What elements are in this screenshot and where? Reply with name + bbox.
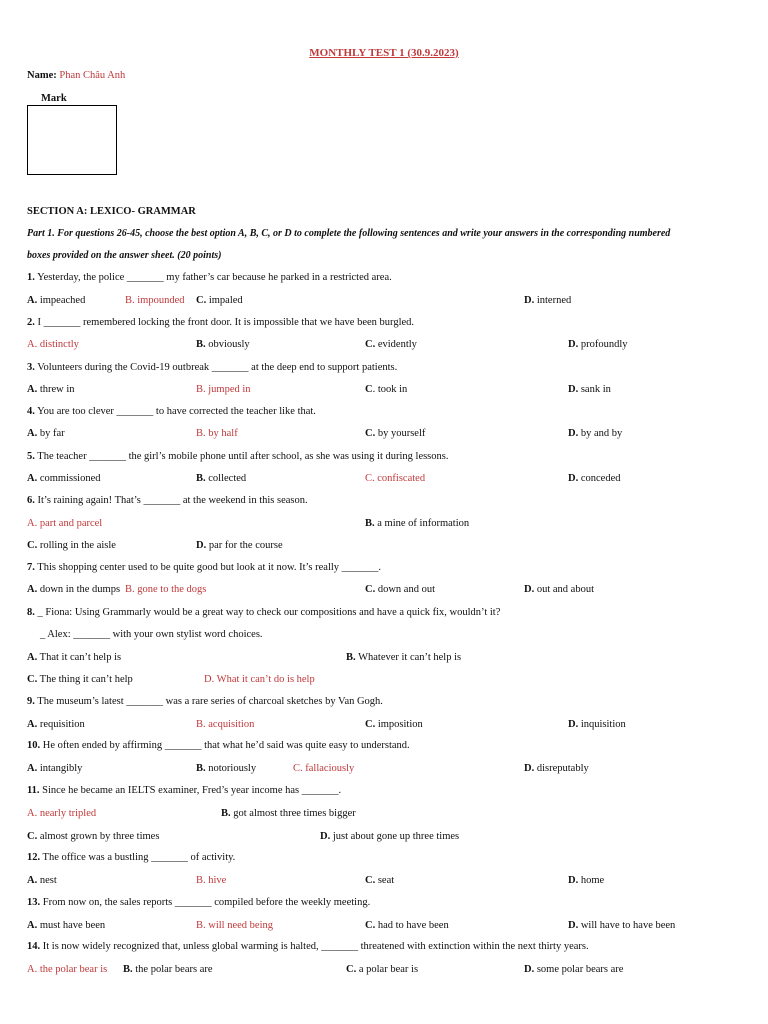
option-letter: A. [27,719,38,730]
question-11-option-c [27,831,159,842]
option-text: confiscated [374,473,426,484]
question-number: 8. [27,607,35,618]
question-12-stem [27,852,235,863]
question-2-option-c [365,339,417,350]
option-text: down in the dumps [37,584,121,595]
option-text: just about gone up three times [330,831,460,842]
option-letter: C [365,384,373,395]
question-number: 3. [27,362,35,373]
question-2-option-b [196,339,250,350]
option-text: the polar bear is [37,964,108,975]
question-text: He often ended by affirming _______ that what he’d said was quite easy to understand. [40,740,410,751]
option-text: some polar bears are [534,964,624,975]
option-text: the polar bears are [132,964,213,975]
option-text: by half [205,428,238,439]
option-letter: D. [568,339,579,350]
question-5-option-d [568,473,621,484]
option-letter: B. [125,295,135,306]
question-5-option-c [365,473,425,484]
option-text: out and about [534,584,594,595]
option-letter: B. [196,384,206,395]
option-letter: D. [524,295,535,306]
option-text: disreputably [534,763,589,774]
option-letter: A. [27,295,38,306]
mark-label: Mark [41,93,67,104]
question-11-option-d [320,831,459,842]
option-letter: B. [221,808,231,819]
question-11-option-a [27,808,96,819]
test-title: MONTHLY TEST 1 (30.9.2023) [309,47,459,59]
option-letter: A. [27,473,38,484]
option-letter: C. [365,339,376,350]
option-letter: D. [524,584,535,595]
question-6-stem [27,495,308,506]
question-8-option-d [204,674,315,685]
option-letter: D. [204,674,215,685]
question-1-option-d [524,295,571,306]
question-12-option-c [365,875,394,886]
question-5-option-b [196,473,246,484]
question-3-option-c [365,384,407,395]
option-letter: D. [196,540,207,551]
option-letter: B. [196,920,206,931]
option-letter: A. [27,875,38,886]
part-instruction-line-2: boxes provided on the answer sheet. (20 points) [27,250,222,261]
question-text: The teacher _______ the girl’s mobile phone until after school, as she was using it during lessons. [34,451,449,462]
option-text: a mine of information [374,518,470,529]
question-10-stem [27,740,410,751]
question-14-stem [27,941,589,952]
question-12-option-d [568,875,604,886]
option-text: impounded [134,295,185,306]
option-letter: C. [365,920,376,931]
option-text: nearly tripled [37,808,97,819]
option-text: intangibly [37,763,83,774]
option-letter: B. [365,518,375,529]
question-number: 5. [27,451,35,462]
option-text: almost grown by three times [37,831,160,842]
option-letter: D. [568,719,579,730]
option-text: will have to have been [578,920,676,931]
option-letter: D. [568,384,579,395]
option-letter: B. [196,473,206,484]
option-text: collected [205,473,247,484]
option-letter: C. [365,875,376,886]
question-2-option-a [27,339,79,350]
option-text: had to have been [375,920,449,931]
option-letter: D. [568,428,579,439]
question-1-option-c [196,295,243,306]
option-letter: D. [524,964,535,975]
option-letter: B. [196,428,206,439]
question-4-option-d [568,428,622,439]
option-letter: B. [196,339,206,350]
question-13-option-d [568,920,675,931]
option-text: sank in [578,384,611,395]
question-number: 1. [27,272,35,283]
option-letter: D. [524,763,535,774]
question-3-stem [27,362,397,373]
option-letter: D. [568,875,579,886]
option-letter: C. [365,428,376,439]
name-label: Name: [27,70,57,81]
question-number: 14. [27,941,41,952]
option-text: will need being [205,920,273,931]
option-text: impeached [37,295,86,306]
question-7-option-a [27,584,120,595]
option-letter: C. [365,473,375,484]
option-text: got almost three times bigger [230,808,356,819]
option-text: inquisition [578,719,626,730]
question-12-option-a [27,875,57,886]
question-text: The museum’s latest _______ was a rare series of charcoal sketches by Van Gogh. [34,696,383,707]
section-title: SECTION A: LEXICO- GRAMMAR [27,206,196,217]
option-text: notoriously [205,763,257,774]
option-text: commissioned [37,473,101,484]
option-letter: A. [27,518,38,529]
question-text: The office was a bustling _______ of activity. [40,852,236,863]
question-number: 9. [27,696,35,707]
question-14-option-c [346,964,418,975]
question-5-stem [27,451,448,462]
option-text: That it can’t help is [37,652,122,663]
question-11-option-b [221,808,356,819]
option-letter: B. [125,584,135,595]
option-letter: C. [27,831,38,842]
question-10-option-d [524,763,589,774]
option-text: interned [534,295,572,306]
option-text: part and parcel [37,518,103,529]
option-text: down and out [375,584,436,595]
question-13-option-c [365,920,449,931]
option-text: par for the course [206,540,283,551]
option-letter: A. [27,763,38,774]
question-12-option-b [196,875,226,886]
question-4-option-a [27,428,65,439]
question-text: Yesterday, the police _______ my father’s car because he parked in a restricted area. [34,272,392,283]
option-letter: B. [196,719,206,730]
question-6-option-c [27,540,116,551]
question-text: It is now widely recognized that, unless global warming is halted, _______ threatened with extinction within the next thirty years. [40,941,589,952]
question-number: 6. [27,495,35,506]
question-9-option-a [27,719,85,730]
question-5-option-a [27,473,101,484]
option-letter: A. [27,428,38,439]
option-letter: C. [196,295,207,306]
question-text: This shopping center used to be quite good but look at it now. It’s really _______. [34,562,382,573]
option-letter: D. [320,831,331,842]
question-8-option-c [27,674,133,685]
question-10-option-c [293,763,354,774]
option-letter: B. [196,875,206,886]
question-number: 4. [27,406,35,417]
option-text: acquisition [205,719,255,730]
question-number: 11. [27,785,40,796]
question-8-option-a [27,652,121,663]
question-11-stem [27,785,341,796]
question-14-option-b [123,964,213,975]
option-letter: A. [27,584,38,595]
question-number: 12. [27,852,41,863]
option-letter: A. [27,339,38,350]
question-2-option-d [568,339,628,350]
question-8-dialogue-line: _ Alex: _______ with your own stylist word choices. [40,629,263,640]
option-letter: A. [27,384,38,395]
question-3-option-b [196,384,251,395]
question-14-option-a [27,964,107,975]
question-9-option-b [196,719,254,730]
option-text: must have been [37,920,106,931]
question-number: 13. [27,897,41,908]
option-text: conceded [578,473,621,484]
question-text: It’s raining again! That’s _______ at the weekend in this season. [34,495,308,506]
option-letter: C. [365,719,376,730]
option-text: obviously [205,339,250,350]
option-letter: C. [346,964,357,975]
question-10-option-b [196,763,256,774]
option-letter: C. [27,540,38,551]
question-text: From now on, the sales reports _______ compiled before the weekly meeting. [40,897,371,908]
option-text: Whatever it can’t help is [355,652,462,663]
question-9-stem [27,696,383,707]
question-6-option-b [365,518,469,529]
question-text: Since he became an IELTS examiner, Fred’s year income has _______. [39,785,342,796]
option-letter: A. [27,920,38,931]
option-text: rolling in the aisle [37,540,116,551]
question-6-option-a [27,518,102,529]
question-1-stem [27,272,392,283]
question-13-option-a [27,920,105,931]
question-text: Volunteers during the Covid-19 outbreak _______ at the deep end to support patients. [34,362,398,373]
question-text: I _______ remembered locking the front door. It is impossible that we have been burgled. [34,317,415,328]
option-text: by far [37,428,65,439]
option-text: gone to the dogs [134,584,207,595]
option-text: evidently [375,339,417,350]
question-1-option-a [27,295,85,306]
question-3-option-a [27,384,75,395]
option-letter: A. [27,808,38,819]
question-number: 7. [27,562,35,573]
question-10-option-a [27,763,82,774]
question-7-option-d [524,584,594,595]
question-13-stem [27,897,370,908]
question-4-option-c [365,428,425,439]
part-instruction-line-1: Part 1. For questions 26-45, choose the best option A, B, C, or D to complete the following sentences and write your answers in the corresponding numbered [27,228,671,239]
option-text: a polar bear is [356,964,419,975]
question-13-option-b [196,920,273,931]
question-8-option-b [346,652,461,663]
question-7-option-b [125,584,206,595]
question-number: 10. [27,740,41,751]
option-text: by and by [578,428,623,439]
option-letter: C. [293,763,303,774]
option-letter: B. [346,652,356,663]
question-6-option-d [196,540,283,551]
option-text: by yourself [375,428,426,439]
question-7-stem [27,562,381,573]
option-text: hive [205,875,227,886]
mark-box [27,105,117,175]
question-4-stem [27,406,316,417]
option-text: The thing it can’t help [37,674,133,685]
option-text: profoundly [578,339,628,350]
option-text: jumped in [205,384,251,395]
option-text: impaled [206,295,243,306]
question-14-option-d [524,964,623,975]
option-letter: A. [27,652,38,663]
option-letter: B. [196,763,206,774]
question-text: _ Fiona: Using Grammarly would be a great way to check our compositions and have a quick fix, wouldn’t it? [34,607,501,618]
option-letter: C. [27,674,38,685]
question-9-option-c [365,719,423,730]
question-text: You are too clever _______ to have corrected the teacher like that. [34,406,316,417]
option-text: imposition [375,719,423,730]
question-2-stem [27,317,414,328]
name-line [27,70,125,81]
student-name: Phan Châu Anh [59,70,126,81]
option-letter: D. [568,920,579,931]
question-number: 2. [27,317,35,328]
option-letter: A. [27,964,38,975]
option-text: home [578,875,605,886]
option-text: requisition [37,719,85,730]
option-text: nest [37,875,57,886]
question-9-option-d [568,719,626,730]
option-text: fallaciously [302,763,355,774]
option-text: . took in [372,384,408,395]
question-7-option-c [365,584,435,595]
option-letter: B. [123,964,133,975]
question-4-option-b [196,428,238,439]
question-3-option-d [568,384,611,395]
option-text: distinctly [37,339,79,350]
question-8-stem [27,607,500,618]
question-1-option-b [125,295,185,306]
option-letter: C. [365,584,376,595]
option-text: What it can’t do is help [214,674,315,685]
option-text: seat [375,875,395,886]
option-text: threw in [37,384,75,395]
option-letter: D. [568,473,579,484]
